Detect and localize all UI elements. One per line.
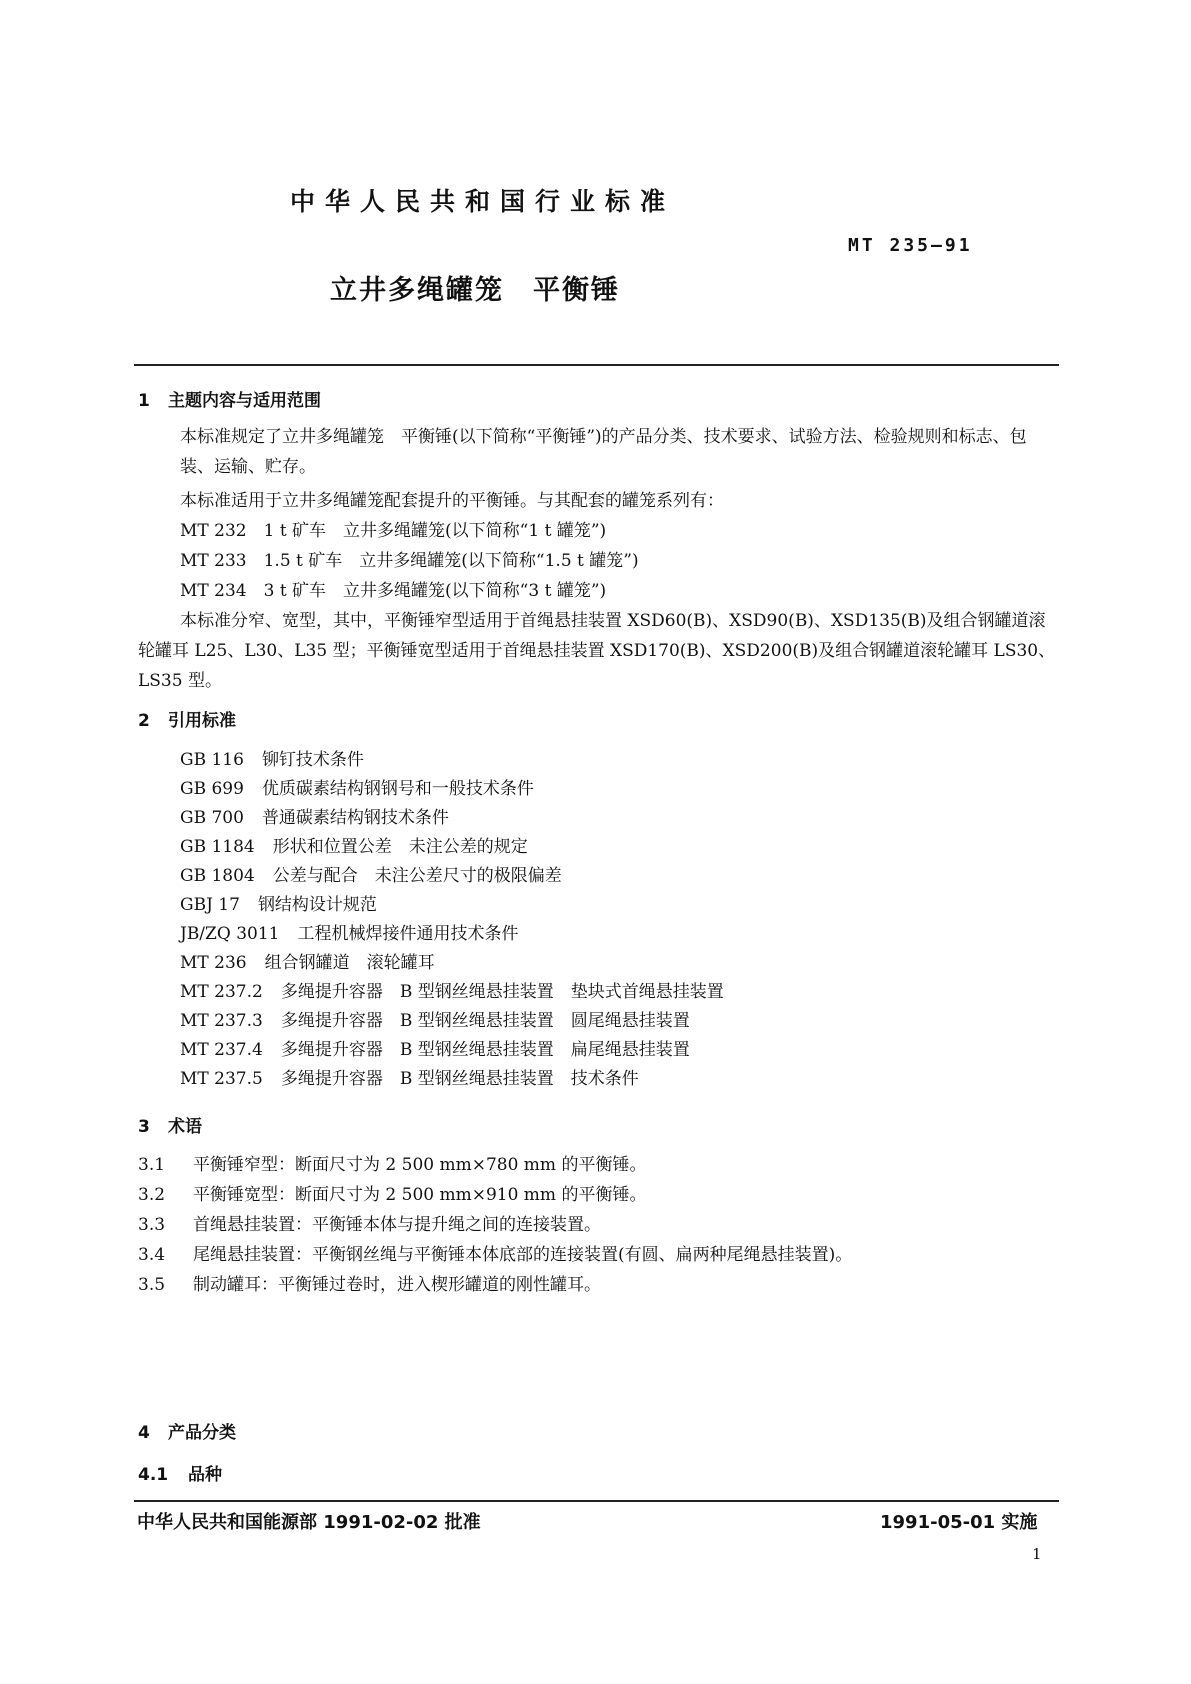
term-item (138, 1210, 601, 1240)
term-number: 3.3 (138, 1215, 166, 1235)
term-text: 平衡锤窄型：断面尺寸为 2 500 mm×780 mm 的平衡锤。 (193, 1155, 647, 1175)
term-item (138, 1240, 852, 1270)
reference-title: 普通碳素结构钢技术条件 (261, 808, 449, 828)
reference-item (180, 1006, 690, 1036)
reference-item (180, 1035, 690, 1065)
reference-title: 多绳提升容器 B 型钢丝绳悬挂装置 扁尾绳悬挂装置 (280, 1040, 690, 1060)
reference-code: MT 237.4 (180, 1040, 263, 1060)
reference-item (180, 1064, 639, 1094)
term-item (138, 1150, 646, 1180)
reference-title: 优质碳素结构钢钢号和一般技术条件 (261, 779, 534, 799)
reference-code: GB 116 (180, 750, 244, 770)
reference-code: GB 700 (180, 808, 244, 828)
section-number: 3 (138, 1117, 150, 1137)
reference-item (180, 745, 364, 775)
header-divider (134, 364, 1059, 366)
term-number: 3.5 (138, 1275, 166, 1295)
reference-item (180, 832, 528, 862)
reference-code: MT 237.2 (180, 982, 263, 1002)
page-number: 1 (1032, 1545, 1042, 1563)
paragraph-text: 本标准规定了立井多绳罐笼 平衡锤(以下简称“平衡锤”)的产品分类、技术要求、试验方法、检验规则和标志、包装、运输、贮存。 (180, 427, 1027, 477)
section-1-paragraph-2: 本标准适用于立井多绳罐笼配套提升的平衡锤。与其配套的罐笼系列有： (180, 491, 724, 511)
standard-code: MT 235—91 (848, 235, 973, 256)
reference-title: 钢结构设计规范 (257, 895, 377, 915)
implementation-date: 1991-05-01 实施 (880, 1512, 1038, 1533)
section-1-paragraph-1 (180, 422, 1060, 482)
section-1-heading (138, 386, 321, 411)
term-number: 3.4 (138, 1245, 166, 1265)
reference-code: GBJ 17 (180, 895, 240, 915)
document-title: 立井多绳罐笼 平衡锤 (330, 275, 620, 306)
footer-divider (134, 1500, 1059, 1502)
subsection-4-1-heading (138, 1460, 222, 1485)
reference-code: MT 237.3 (180, 1011, 263, 1031)
reference-item (180, 977, 724, 1007)
reference-code: GB 1184 (180, 837, 255, 857)
reference-title: 形状和位置公差 未注公差的规定 (272, 837, 528, 857)
cage-list-item: MT 234 3 t 矿车 立井多绳罐笼(以下简称“3 t 罐笼”) (180, 581, 607, 601)
industry-standard-title: 中华人民共和国行业标准 (290, 187, 676, 216)
section-1-paragraph-3: 本标准分窄、宽型，其中，平衡锤窄型适用于首绳悬挂装置 XSD60(B)、XSD90(B)、XSD135(B)及组合钢罐道滚轮罐耳 L25、L30、L35 型；平衡锤宽型适用于首绳悬挂装置 XSD170(B)、XSD200(B)及组合钢罐道滚轮罐耳 LS30、LS35 型。 (138, 611, 1056, 691)
reference-title: 工程机械焊接件通用技术条件 (297, 924, 519, 944)
section-title: 主题内容与适用范围 (168, 391, 321, 411)
section-number: 2 (138, 711, 150, 731)
section-3-heading (138, 1112, 202, 1137)
reference-title: 多绳提升容器 B 型钢丝绳悬挂装置 垫块式首绳悬挂装置 (280, 982, 724, 1002)
reference-item (180, 774, 534, 804)
reference-item (180, 890, 377, 920)
term-text: 平衡锤宽型：断面尺寸为 2 500 mm×910 mm 的平衡锤。 (193, 1185, 647, 1205)
reference-item (180, 861, 562, 891)
term-text: 尾绳悬挂装置：平衡钢丝绳与平衡锤本体底部的连接装置(有圆、扁两种尾绳悬挂装置)。 (193, 1245, 853, 1265)
section-4-heading (138, 1418, 236, 1443)
reference-title: 多绳提升容器 B 型钢丝绳悬挂装置 圆尾绳悬挂装置 (280, 1011, 690, 1031)
reference-code: JB/ZQ 3011 (180, 924, 280, 944)
reference-code: GB 699 (180, 779, 244, 799)
section-2-heading (138, 706, 236, 731)
reference-item (180, 803, 449, 833)
reference-item (180, 919, 518, 949)
section-title: 引用标准 (168, 711, 236, 731)
section-title: 产品分类 (168, 1423, 236, 1443)
reference-item (180, 948, 435, 978)
term-item (138, 1180, 646, 1210)
term-item (138, 1270, 601, 1300)
cage-list-item: MT 232 1 t 矿车 立井多绳罐笼(以下简称“1 t 罐笼”) (180, 521, 607, 541)
subsection-title: 品种 (188, 1465, 222, 1485)
section-number: 1 (138, 391, 150, 411)
term-text: 制动罐耳：平衡锤过卷时，进入楔形罐道的刚性罐耳。 (193, 1275, 601, 1295)
reference-code: MT 236 (180, 953, 247, 973)
reference-title: 铆钉技术条件 (261, 750, 364, 770)
cage-list-item: MT 233 1.5 t 矿车 立井多绳罐笼(以下简称“1.5 t 罐笼”) (180, 551, 639, 571)
subsection-number: 4.1 (138, 1465, 169, 1485)
term-number: 3.2 (138, 1185, 166, 1205)
section-number: 4 (138, 1423, 150, 1443)
reference-title: 多绳提升容器 B 型钢丝绳悬挂装置 技术条件 (280, 1069, 639, 1089)
approval-line: 中华人民共和国能源部 1991-02-02 批准 (137, 1512, 481, 1533)
term-number: 3.1 (138, 1155, 166, 1175)
reference-code: MT 237.5 (180, 1069, 263, 1089)
reference-code: GB 1804 (180, 866, 255, 886)
reference-title: 公差与配合 未注公差尺寸的极限偏差 (272, 866, 562, 886)
section-title: 术语 (168, 1117, 202, 1137)
term-text: 首绳悬挂装置：平衡锤本体与提升绳之间的连接装置。 (193, 1215, 601, 1235)
reference-title: 组合钢罐道 滚轮罐耳 (264, 953, 435, 973)
